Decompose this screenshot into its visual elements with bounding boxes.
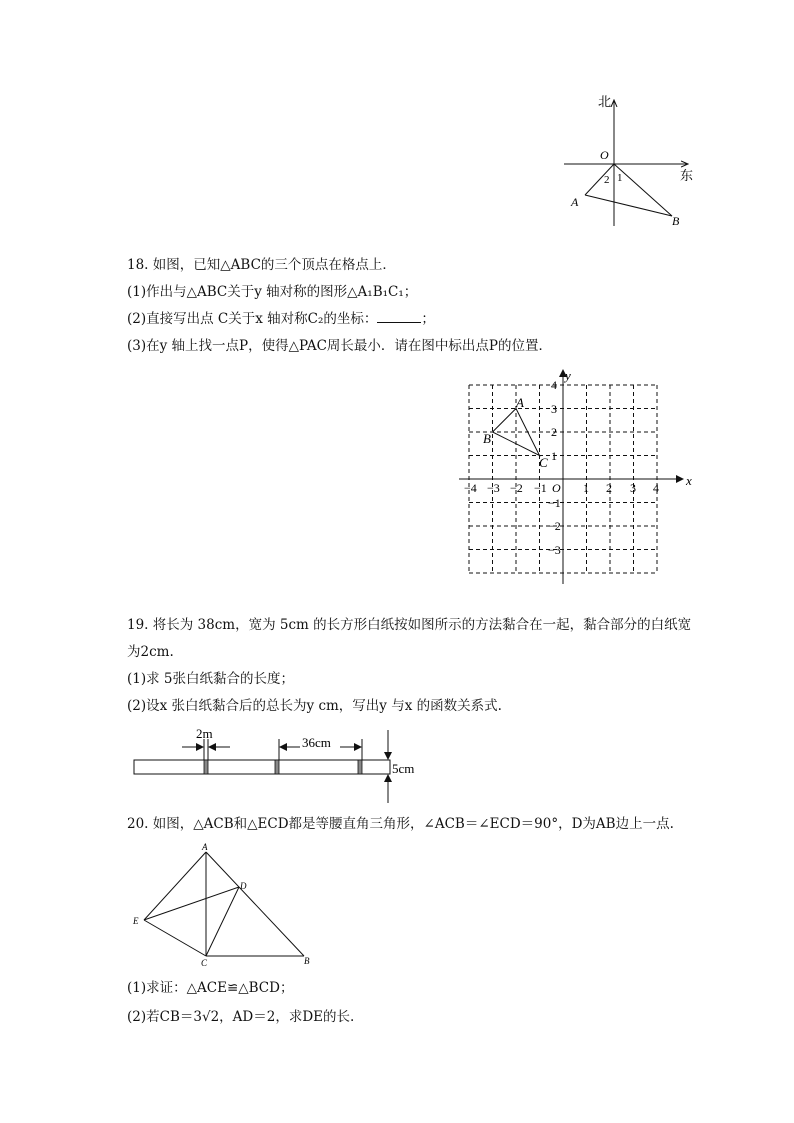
angle-1-label: 1	[617, 172, 623, 184]
strip-figure	[130, 725, 430, 807]
answer-blank[interactable]	[377, 310, 421, 323]
x-tick: −2	[510, 481, 523, 495]
q19-part-1: (1)求 5张白纸黏合的长度；	[127, 671, 295, 687]
point-b-label: B	[304, 956, 310, 966]
x-tick: 2	[606, 481, 612, 495]
segment-ab	[206, 852, 304, 956]
q18-stem: 18. 如图，已知△ABC的三个顶点在格点上．	[127, 257, 396, 273]
segment-ab	[585, 195, 672, 216]
triangle-figure	[128, 840, 323, 970]
length-label: 36cm	[302, 735, 331, 750]
point-c-label: C	[539, 455, 548, 470]
compass-figure	[560, 88, 700, 233]
grid-figure	[455, 364, 700, 589]
segment-ed	[144, 887, 239, 920]
paper-strip	[134, 760, 390, 774]
point-a-label: A	[516, 395, 524, 410]
y-tick: 3	[551, 402, 557, 416]
q20-part-1: (1)求证：△ACE≌△BCD；	[127, 980, 294, 996]
q19-stem: 19. 将长为 38cm，宽为 5cm 的长方形白纸按如图所示的方法黏合在一起，黏合部分的白纸宽为2cm.	[127, 617, 692, 660]
y-tick: 4	[551, 378, 557, 392]
x-tick: −4	[464, 481, 477, 495]
segment-ob	[614, 164, 672, 216]
origin-label: O	[600, 148, 609, 162]
point-a-label: A	[202, 842, 208, 852]
point-d-label: D	[240, 881, 247, 891]
x-axis-label: x	[686, 473, 692, 488]
point-b-label: B	[483, 431, 491, 446]
q20-stem: 20. 如图，△ACB和△ECD都是等腰直角三角形，∠ACB＝∠ECD＝90°，D为AB边上一点.	[127, 816, 674, 832]
origin-label: O	[552, 481, 561, 495]
overlap-band	[358, 760, 362, 774]
x-tick: −3	[487, 481, 500, 495]
q18-part-2	[127, 310, 435, 328]
overlap-label: 2m	[196, 726, 213, 741]
q18-part-2-end: ；	[421, 311, 435, 327]
point-c-label: C	[201, 958, 208, 968]
x-tick: 4	[653, 481, 659, 495]
x-tick: −1	[534, 481, 547, 495]
point-a-label: A	[571, 195, 579, 209]
overlap-band	[275, 760, 279, 774]
y-tick: 2	[551, 425, 557, 439]
point-b-label: B	[672, 214, 680, 228]
segment-ec	[144, 920, 206, 956]
x-tick: 3	[630, 481, 636, 495]
point-e-label: E	[133, 916, 139, 926]
east-label: 东	[680, 168, 694, 183]
y-tick: −3	[548, 543, 561, 557]
q18-part-2-text: (2)直接写出点 C关于x 轴对称C₂的坐标：	[127, 311, 378, 327]
q20-part-2: (2)若CB＝3√2，AD＝2，求DE的长.	[127, 1009, 355, 1025]
y-tick: 1	[551, 449, 557, 463]
width-label: 5cm	[392, 761, 415, 776]
y-tick: −1	[548, 496, 561, 510]
north-label: 北	[598, 94, 612, 109]
q19-part-2: (2)设x 张白纸黏合后的总长为y cm，写出y 与x 的函数关系式.	[127, 698, 502, 714]
angle-2-label: 2	[604, 174, 610, 186]
x-tick: 1	[583, 481, 589, 495]
segment-ae	[144, 852, 206, 920]
q18-part-3: (3)在y 轴上找一点P，使得△PAC周长最小．请在图中标出点P的位置．	[127, 338, 553, 354]
q18-part-1: (1)作出与△ABC关于y 轴对称的图形△A₁B₁C₁；	[127, 284, 418, 300]
overlap-band	[204, 760, 208, 774]
segment-oa	[585, 164, 614, 195]
y-axis-label: y	[565, 368, 571, 383]
y-tick: −2	[548, 519, 561, 533]
segment-cd	[206, 887, 239, 956]
